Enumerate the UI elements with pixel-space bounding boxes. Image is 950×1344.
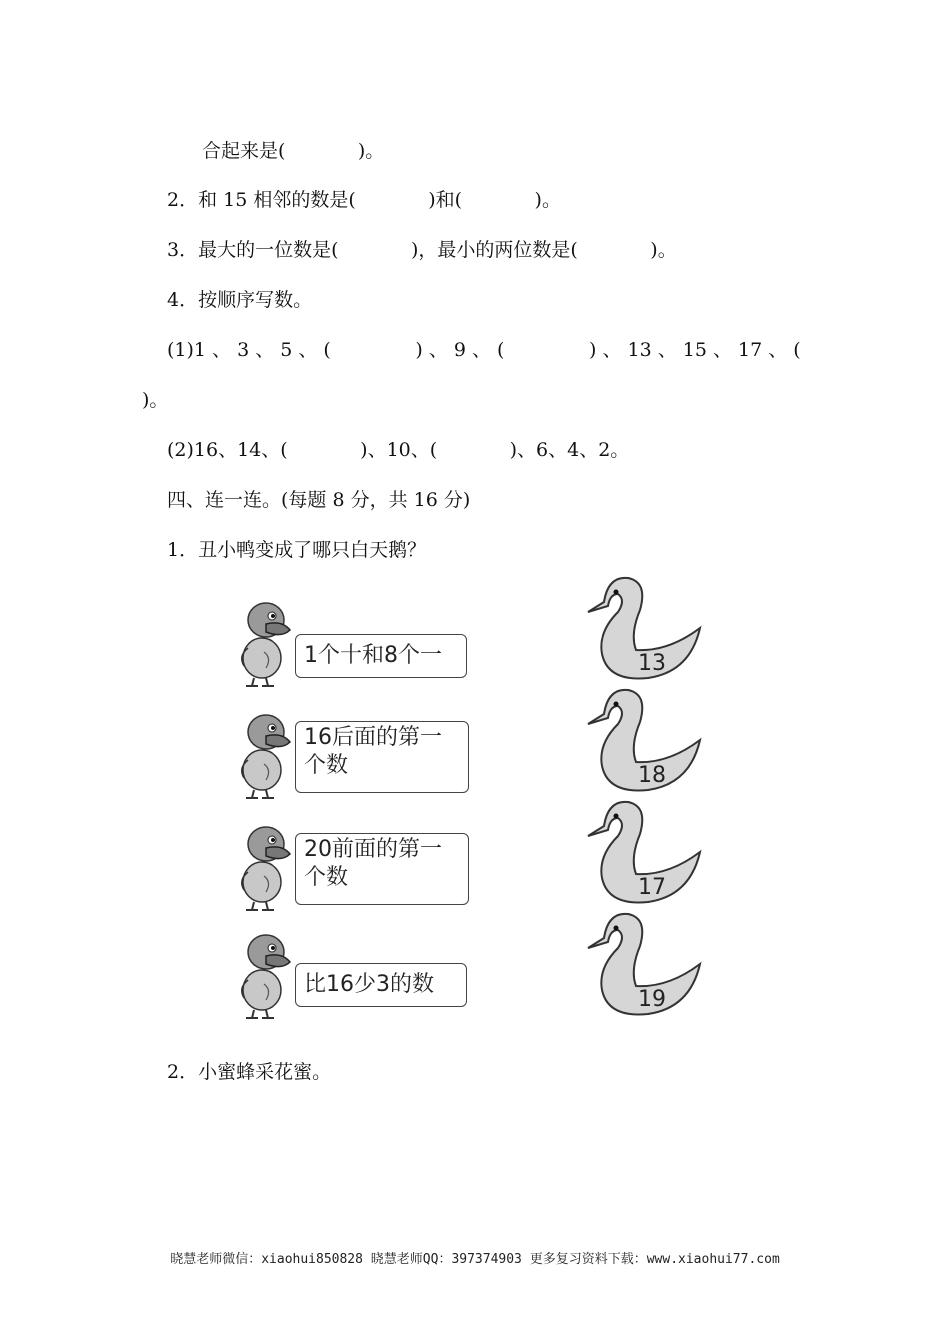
swan-icon[interactable] [578,684,706,794]
swan-number: 13 [638,651,666,676]
clue-text: 16后面的第一 [304,725,442,750]
duckling-icon [236,930,294,1022]
question-2-neighbors-of-15: 2．和 15 相邻的数是( )和( )。 [167,189,561,211]
clue-text: 20前面的第一 [304,837,442,862]
clue-text: 比16少3的数 [304,972,434,997]
section-4-heading: 四、连一连。(每题 8 分，共 16 分) [167,489,471,511]
question-4-sequence-title: 4．按顺序写数。 [167,289,313,311]
clue-text: 1个十和8个一 [304,643,442,668]
clue-text: 个数 [304,753,349,778]
question-4-1-sequence-end: )。 [142,389,169,411]
duckling-icon [236,822,294,914]
clue-box-1[interactable] [295,634,467,678]
swan-number: 17 [638,875,666,900]
footer-note: 晓慧老师微信：xiaohui850828 晓慧老师QQ：397374903 更多复习资料下载：www.xiaohui77.com [170,1252,780,1267]
clue-box-2[interactable] [295,721,469,793]
question-3-largest-smallest: 3．最大的一位数是( )，最小的两位数是( )。 [167,239,677,261]
section-4-question-2: 2．小蜜蜂采花蜜。 [167,1061,332,1083]
swan-number: 18 [638,763,666,788]
swan-icon[interactable] [578,572,706,682]
duckling-icon [236,710,294,802]
section-4-question-1: 1．丑小鸭变成了哪只白天鹅？ [167,539,427,561]
clue-box-3[interactable] [295,833,469,905]
duckling-icon [236,598,294,690]
clue-box-4[interactable] [295,963,467,1007]
question-4-1-sequence: (1)1 、 3 、 5 、 ( ) 、 9 、 ( ) 、 13 、 15 、 17 、 ( [167,339,801,361]
swan-icon[interactable] [578,796,706,906]
swan-number: 19 [638,987,666,1012]
question-4-2-sequence: (2)16、14、( )、10、( )、6、4、2。 [167,439,630,461]
swan-icon[interactable] [578,908,706,1018]
answer-line-combined: 合起来是( )。 [202,140,385,162]
clue-text: 个数 [304,865,349,890]
